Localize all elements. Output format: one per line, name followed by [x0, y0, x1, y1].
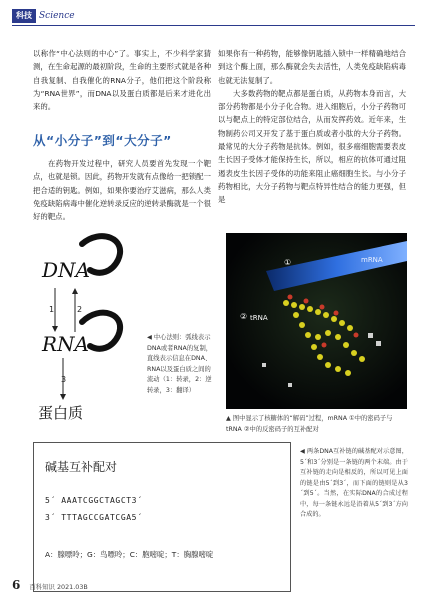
- section-tag: 科技: [12, 9, 36, 23]
- central-dogma-caption: ◀ 中心法则：弧线表示DNA或者RNA的复制，直线表示信息在DNA、RNA以及蛋白质之间的流动（1：转录，2：逆转录，3：翻译）: [147, 334, 213, 394]
- section-header: [12, 9, 75, 23]
- rna-label: RNA: [42, 332, 90, 356]
- trna-label: tRNA: [250, 314, 268, 322]
- paragraph-left-mid: 在药物开发过程中，研究人员要首先发现一个靶点，也就是锁。因此，药物开发就有点像给一把锁配一把合适的钥匙。例如，如果你要治疗艾滋病，那么人类免疫缺陷病毒中催化逆转录反应的逆转录酶就是一个很好的靶点。: [33, 159, 211, 222]
- arrow-number-3: 3: [61, 375, 67, 384]
- header-rule: [12, 25, 415, 26]
- mrna-label: mRNA: [361, 256, 383, 264]
- protein-label: 蛋白质: [38, 404, 84, 422]
- page-number: 6: [12, 578, 21, 592]
- base-legend: A：腺嘌呤；G：鸟嘌呤；C：胞嘧啶；T：胸腺嘧啶: [45, 550, 214, 559]
- sequence-top-strand: 5´ AAATCGGCTAGCT3´: [45, 496, 143, 505]
- mrna-marker: ①: [284, 258, 292, 267]
- trna-marker: ②: [240, 312, 248, 321]
- section-english-label: Science: [39, 11, 75, 21]
- base-pairing-box: [33, 442, 291, 592]
- arrow-number-1: 1: [49, 305, 55, 314]
- paragraph-left-top: 以称作“中心法则的中心”了。事实上，不少科学家猜测，在生命起源的最初阶段，生命的主要形式就是各种自我复制、自我催化的RNA分子，他们把这个阶段称为“RNA世界”，而DNA以及蛋白质都是后来才进化出来的。: [33, 49, 211, 112]
- right-column: [218, 47, 406, 207]
- left-column-middle: [33, 157, 211, 223]
- paragraph-right-2: 大多数药物的靶点都是蛋白质，从药物本身而言，大部分药物都是小分子化合物。进入细胞后，小分子药物可以与靶点上的特定部位结合，从而发挥药效。近年来，生物制药公司又开发了基于蛋白质或者小肽的大分子药物。最常见的大分子药物是抗体。例如，很多癌细胞需要表皮生长因子受体才能保持生长，所以，相应的抗体可通过阻遏表皮生长因子受体的功能来阻止癌细胞生长。与小分子药物相比，大分子药物与靶点特异性结合的能力更强，但是: [218, 88, 406, 205]
- paragraph-right-1: 如果你有一种药物，能够像钥匙插入锁中一样精确地结合到这个酶上面，那么酶就会失去活性，人类免疫缺陷病毒也就无法复制了。: [218, 49, 406, 85]
- issue-label: 百科知识 2021.03B: [29, 583, 88, 591]
- ribosome-illustration: [226, 233, 407, 409]
- ribosome-caption: ▲ 图中显示了核糖体的“解码”过程，mRNA ①中的密码子与tRNA ②中的反密码子的互补配对: [226, 415, 393, 433]
- box-title: 碱基互补配对: [45, 460, 118, 474]
- sequence-bottom-strand: 3´ TTTAGCCGATCGA5´: [45, 513, 143, 522]
- central-dogma-arrows: [30, 230, 130, 410]
- page-footer: [12, 578, 88, 592]
- section-heading: 从“小分子”到“大分子”: [33, 133, 172, 148]
- arrow-number-2: 2: [77, 305, 83, 314]
- base-pairing-caption: ◀ 两条DNA互补链的碱基配对示意图，5´和3´分别是一条链的两个末端。由于互补链的走向是相反的，所以可见上面的链是由5´到3´，而下面的链则是从3´到5´。当然，在实际DNA的合成过程中，每一条链永远是沿着从5´到3´方向合成的。: [300, 448, 408, 518]
- dna-label: DNA: [42, 258, 90, 282]
- ribosome-decoding-image: [226, 233, 407, 409]
- left-column-top: [33, 47, 211, 113]
